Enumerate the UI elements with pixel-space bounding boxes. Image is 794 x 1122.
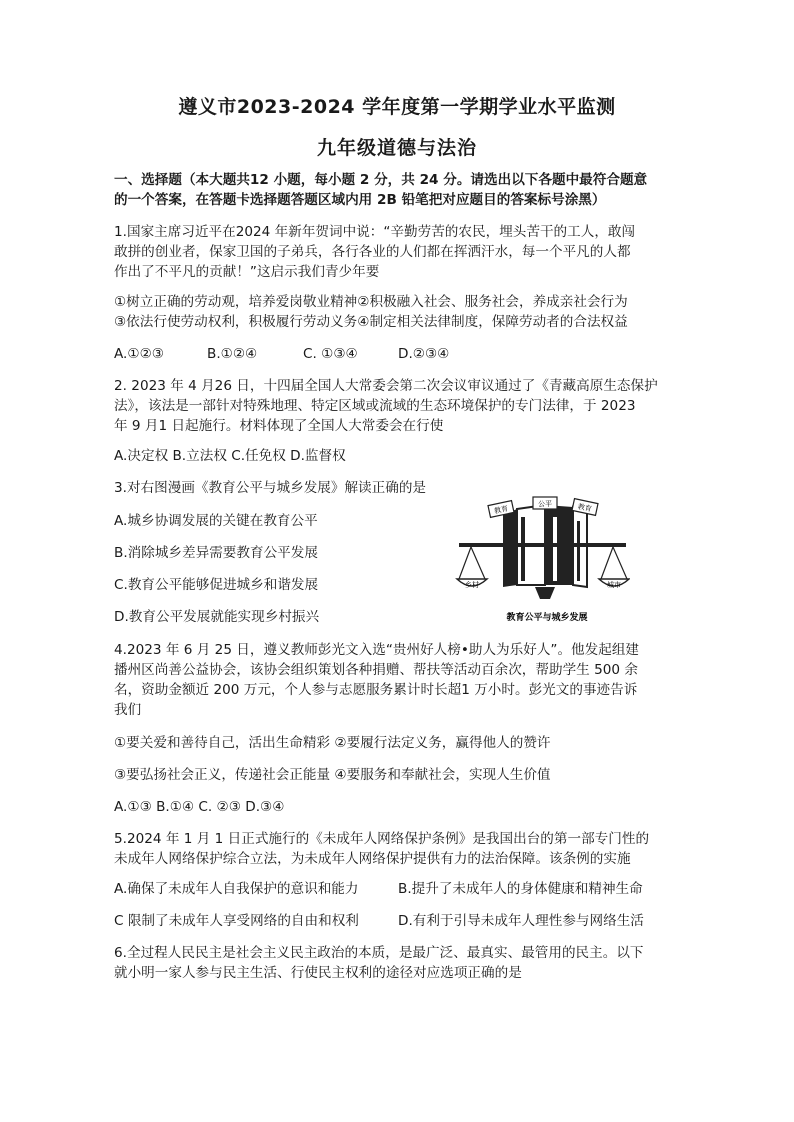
q1-stem-line3: 作出了不平凡的贡献！”这启示我们青少年要 (114, 264, 380, 280)
tag-label-1: 教育 (493, 504, 509, 516)
q3-option-b: B.消除城乡差异需要教育公平发展 (114, 545, 318, 561)
q1-statement-2: ③依法行使劳动权利，积极履行劳动义务④制定相关法律制度，保障劳动者的合法权益 (114, 314, 628, 330)
tag-label-2: 公平 (538, 500, 552, 508)
q2-options: A.决定权 B.立法权 C.任免权 D.监督权 (114, 448, 346, 464)
q5-option-a: A.确保了未成年人自我保护的意识和能力 (114, 881, 359, 897)
q2-stem-line3: 年 9 月1 日起施行。材料体现了全国人大常委会在行使 (114, 418, 444, 434)
q1-option-d: D.②③④ (398, 346, 450, 362)
left-pan-label: 乡村 (465, 581, 479, 589)
q4-statement-1: ①要关爱和善待自己，活出生命精彩 ②要履行法定义务，赢得他人的赞许 (114, 735, 551, 751)
cartoon-caption: 教育公平与城乡发展 (506, 613, 588, 623)
tag-label-3: 教育 (577, 502, 593, 514)
q2-stem-line1: 2. 2023 年 4 月26 日，十四届全国人大常委会第二次会议审议通过了《青藏高原生态保护 (114, 378, 658, 394)
q3-stem: 3.对右图漫画《教育公平与城乡发展》解读正确的是 (114, 480, 427, 496)
q2-stem-line2: 法》，该法是一部针对特殊地理、特定区域或流域的生态环境保护的专门法律，于 2023 (114, 398, 636, 414)
q5-stem-line1: 5.2024 年 1 月 1 日正式施行的《未成年人网络保护条例》是我国出台的第一部专门性的 (114, 831, 650, 847)
q4-statement-2: ③要弘扬社会正义，传递社会正能量 ④要服务和奉献社会，实现人生价值 (114, 767, 551, 783)
education-fairness-cartoon (455, 495, 630, 625)
section-instruction-line1: 一、选择题（本大题共12 小题，每小题 2 分，共 24 分。请选出以下各题中最符合题意 (114, 172, 648, 188)
q3-option-c: C.教育公平能够促进城乡和谐发展 (114, 577, 319, 593)
q1-option-b: B.①②④ (207, 346, 258, 362)
q3-option-d: D.教育公平发展就能实现乡村振兴 (114, 609, 320, 625)
q5-option-d: D.有利于引导未成年人理性参与网络生活 (398, 913, 644, 929)
right-pan-label: 城市 (607, 581, 621, 589)
exam-subtitle: 九年级道德与法治 (316, 137, 477, 159)
q4-stem-line2: 播州区尚善公益协会，该协会组织策划各种捐赠、帮扶等活动百余次，帮助学生 500 余 (114, 662, 638, 678)
q4-options: A.①③ B.①④ C. ②③ D.③④ (114, 799, 285, 815)
q1-stem-line1: 1.国家主席习近平在2024 年新年贺词中说：“辛勤劳苦的农民，埋头苦干的工人，敢闯 (114, 224, 636, 240)
q5-stem-line2: 未成年人网络保护综合立法，为未成年人网络保护提供有力的法治保障。该条例的实施 (114, 851, 631, 867)
q4-stem-line4: 我们 (114, 702, 142, 718)
exam-title: 遵义市2023-2024 学年度第一学期学业水平监测 (178, 96, 616, 118)
q1-option-c: C. ①③④ (303, 346, 358, 362)
q4-stem-line3: 名，资助金额近 200 万元，个人参与志愿服务累计时长超1 万小时。彭光文的事迹告诉 (114, 682, 638, 698)
q1-statement-1: ①树立正确的劳动观，培养爱岗敬业精神②积极融入社会、服务社会，养成亲社会行为 (114, 294, 628, 310)
q1-option-a: A.①②③ (114, 346, 164, 362)
q4-stem-line1: 4.2023 年 6 月 25 日，遵义教师彭光文入选“贵州好人榜•助人为乐好人”。他发起组建 (114, 642, 640, 658)
q6-stem-line2: 就小明一家人参与民主生活、行使民主权利的途径对应选项正确的是 (114, 965, 522, 981)
q6-stem-line1: 6.全过程人民民主是社会主义民主政治的本质，是最广泛、最真实、最管用的民主。以下 (114, 945, 644, 961)
section-instruction-line2: 的一个答案，在答题卡选择题答题区域内用 2B 铅笔把对应题目的答案标号涂黑） (114, 192, 606, 208)
q5-option-c: C 限制了未成年人享受网络的自由和权利 (114, 913, 359, 929)
q3-option-a: A.城乡协调发展的关键在教育公平 (114, 513, 318, 529)
q1-stem-line2: 敢拼的创业者，保家卫国的子弟兵，各行各业的人们都在挥洒汗水，每一个平凡的人都 (114, 244, 631, 260)
q5-option-b: B.提升了未成年人的身体健康和精神生命 (398, 881, 643, 897)
